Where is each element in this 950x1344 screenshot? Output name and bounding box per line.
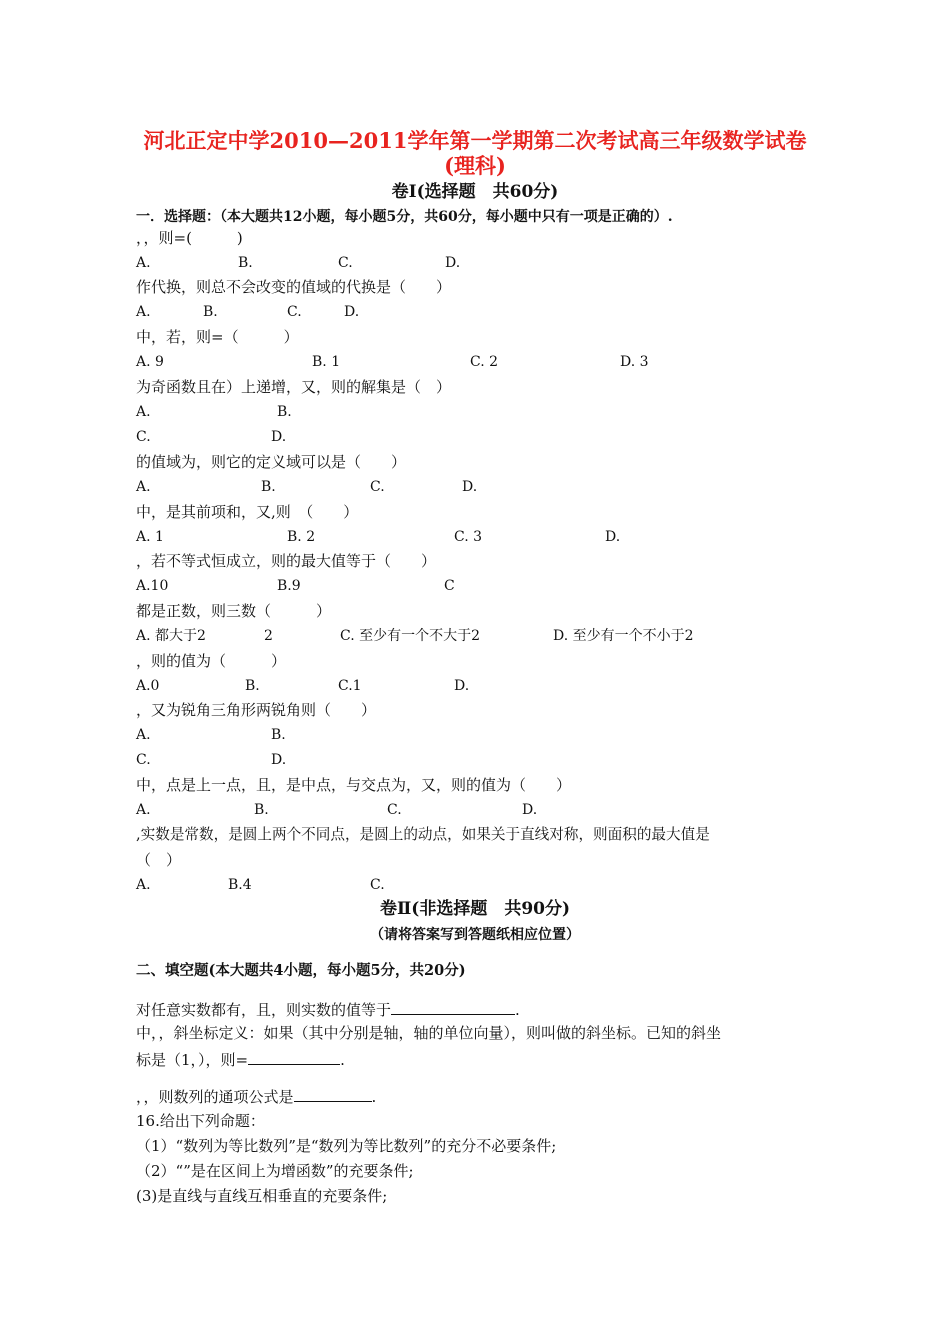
question-12-option-b: B.4	[228, 877, 252, 893]
question-4-stem: 为奇函数且在）上递增，又，则的解集是（ ）	[136, 378, 452, 396]
question-14-line-1: 中，，斜坐标定义：如果（其中分别是轴，轴的单位向量），则叫做的斜坐标。已知的斜坐	[136, 1024, 722, 1042]
question-2-stem: 作代换，则总不会改变的值域的代换是（ ）	[136, 278, 452, 296]
question-12-stem: ,实数是常数，是圆上两个不同点，是圆上的动点，如果关于直线对称，则面积的最大值是	[136, 826, 710, 843]
question-13-end: .	[515, 1001, 520, 1019]
question-5-stem: 的值域为，则它的定义域可以是（ ）	[136, 453, 407, 471]
exam-subtitle: (理科)	[444, 153, 506, 178]
part1-instructions: 一．选择题：（本大题共12小题，每小题5分，共60分，每小题中只有一项是正确的）.	[136, 209, 673, 225]
question-9-option-b: B.	[245, 678, 260, 694]
question-3-option-a: A. 9	[136, 354, 164, 370]
question-2-option-a: A.	[136, 304, 151, 320]
question-6-stem: 中，是其前项和，又,则 （ ）	[136, 503, 359, 521]
question-7-option-a: A.10	[136, 578, 169, 594]
question-13-answer-blank	[391, 998, 515, 1015]
question-16-stem: 16.给出下列命题：	[136, 1112, 265, 1130]
question-9-stem: ，则的值为（ ）	[136, 652, 287, 670]
question-6-option-b: B. 2	[287, 529, 316, 545]
question-14-end: .	[340, 1051, 345, 1069]
question-8-option-d: D. 至少有一个不小于2	[553, 628, 694, 644]
question-9-option-d: D.	[454, 678, 470, 694]
question-7-stem: ，若不等式恒成立，则的最大值等于（ ）	[136, 552, 437, 570]
part2-subheading: （请将答案写到答题纸相应位置）	[370, 927, 580, 943]
question-2-option-c: C.	[287, 304, 302, 320]
fill-blank-section-heading: 二、填空题(本大题共4小题，每小题5分，共20分)	[136, 962, 466, 979]
question-11-option-c: C.	[387, 802, 402, 818]
question-2-option-d: D.	[344, 304, 360, 320]
question-5-option-a: A.	[136, 479, 151, 495]
question-9-option-c: C.1	[338, 678, 362, 694]
question-5-option-d: D.	[462, 479, 478, 495]
question-4-option-c: C.	[136, 429, 151, 445]
question-8-option-c: C. 至少有一个不大于2	[340, 628, 481, 644]
question-3-option-b: B. 1	[312, 354, 341, 370]
question-16-item-1: （1）“数列为等比数列”是“数列为等比数列”的充分不必要条件;	[136, 1137, 557, 1155]
question-6-option-a: A. 1	[136, 529, 164, 545]
question-10-stem: ，又为锐角三角形两锐角则（ ）	[136, 701, 377, 719]
question-15-end: .	[371, 1088, 377, 1106]
question-14-text: 标是（1，），则=	[136, 1051, 249, 1069]
question-4-option-b: B.	[277, 404, 292, 420]
question-4-option-a: A.	[136, 404, 151, 420]
question-12-stem-cont: （ ）	[136, 851, 182, 869]
question-10-option-a: A.	[136, 727, 151, 743]
question-1-stem: ，，则=( )	[136, 229, 243, 247]
question-6-option-d: D.	[605, 529, 621, 545]
question-11-option-a: A.	[136, 802, 151, 818]
question-1-option-b: B.	[238, 255, 253, 271]
question-15-answer-blank	[294, 1085, 372, 1102]
question-6-option-c: C. 3	[454, 529, 483, 545]
question-8-option-a: A. 都大于2	[136, 628, 206, 644]
question-16-item-3: (3)是直线与直线互相垂直的充要条件;	[136, 1187, 388, 1205]
question-8-option-b: 2	[264, 628, 273, 644]
question-5-option-c: C.	[370, 479, 385, 495]
question-3-option-c: C. 2	[470, 354, 499, 370]
question-16-item-2: （2）“”是在区间上为增函数”的充要条件;	[136, 1162, 414, 1180]
question-14-line-2	[136, 1048, 345, 1070]
question-2-option-b: B.	[203, 304, 218, 320]
question-12-option-c: C.	[370, 877, 385, 893]
question-14-answer-blank	[248, 1048, 340, 1065]
question-4-option-d: D.	[271, 429, 287, 445]
question-7-option-c: C	[444, 578, 455, 594]
question-1-option-a: A.	[136, 255, 151, 271]
question-13	[136, 998, 520, 1020]
question-1-option-c: C.	[338, 255, 353, 271]
question-12-option-a: A.	[136, 877, 151, 893]
part2-heading: 卷Ⅱ(非选择题 共90分)	[379, 899, 571, 919]
question-3-stem: 中，若，则=（ ）	[136, 328, 299, 346]
question-5-option-b: B.	[261, 479, 276, 495]
question-10-option-d: D.	[271, 752, 287, 768]
question-1-option-d: D.	[445, 255, 461, 271]
question-15-text: ，，则数列的通项公式是	[136, 1088, 294, 1106]
question-3-option-d: D. 3	[620, 354, 649, 370]
question-9-option-a: A.0	[136, 678, 160, 694]
part1-heading: 卷Ⅰ(选择题 共60分)	[391, 182, 559, 202]
question-15	[136, 1085, 376, 1107]
question-11-stem: 中，点是上一点，且，是中点，与交点为，又，则的值为（ ）	[136, 776, 572, 794]
exam-title: 河北正定中学2010—2011学年第一学期第二次考试高三年级数学试卷	[143, 128, 807, 153]
question-11-option-b: B.	[254, 802, 269, 818]
question-11-option-d: D.	[522, 802, 538, 818]
question-10-option-c: C.	[136, 752, 151, 768]
question-7-option-b: B.9	[277, 578, 301, 594]
question-8-stem: 都是正数，则三数（ ）	[136, 602, 332, 620]
question-13-text: 对任意实数都有，且，则实数的值等于	[136, 1001, 392, 1019]
question-10-option-b: B.	[271, 727, 286, 743]
